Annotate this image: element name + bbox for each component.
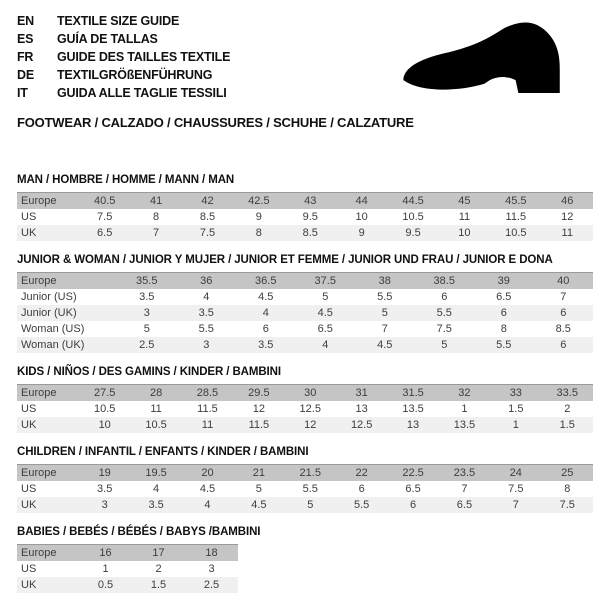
- row-label: Europe: [21, 547, 57, 559]
- size-cell: 19: [98, 467, 111, 479]
- size-cell: 18: [205, 547, 218, 559]
- size-cell: 9: [255, 211, 262, 223]
- table-row-babies-uk: [17, 577, 238, 593]
- size-table-babies: [17, 544, 238, 593]
- size-cell: 5: [441, 339, 448, 351]
- table-row-junior-woman-europe: [17, 273, 593, 290]
- category-line: FOOTWEAR / CALZADO / CHAUSSURES / SCHUHE / CALZATURE: [17, 115, 414, 130]
- size-cell: 3: [208, 563, 215, 575]
- size-cell: 46: [561, 195, 574, 207]
- size-cell: 7.5: [436, 323, 452, 335]
- row-label: US: [21, 211, 37, 223]
- size-cell: 4.5: [317, 307, 333, 319]
- shoe-icon: [392, 12, 584, 104]
- size-cell: 9.5: [302, 211, 318, 223]
- size-table-junior-woman: [17, 272, 593, 353]
- row-label: US: [21, 563, 37, 575]
- table-row-man-uk: [17, 225, 593, 241]
- size-cell: 11: [561, 227, 573, 239]
- size-cell: 8.5: [555, 323, 571, 335]
- section-title-children: CHILDREN / INFANTIL / ENFANTS / KINDER / BAMBINI: [17, 446, 309, 458]
- size-cell: 39: [497, 275, 510, 287]
- size-cell: 2.5: [139, 339, 155, 351]
- table-row-kids-uk: [17, 417, 593, 433]
- size-cell: 13.5: [402, 403, 424, 415]
- row-label: UK: [21, 579, 37, 591]
- size-cell: 19.5: [145, 467, 167, 479]
- language-label: TEXTILE SIZE GUIDE: [57, 14, 180, 28]
- size-cell: 5: [307, 499, 314, 511]
- size-cell: 10.5: [402, 211, 424, 223]
- size-cell: 6.5: [97, 227, 113, 239]
- size-cell: 1: [461, 403, 468, 415]
- table-row-kids-europe: [17, 385, 593, 402]
- size-cell: 43: [304, 195, 317, 207]
- size-cell: 4.5: [199, 483, 216, 495]
- size-cell: 6.5: [317, 323, 333, 335]
- size-cell: 42.5: [248, 195, 270, 207]
- row-label: UK: [21, 419, 37, 431]
- size-table-children: [17, 464, 593, 513]
- size-cell: 5.5: [198, 323, 214, 335]
- language-label: GUIDA ALLE TAGLIE TESSILI: [57, 86, 227, 100]
- size-cell: 6: [409, 499, 417, 511]
- size-cell: 4: [203, 291, 210, 303]
- size-cell: 4.5: [258, 291, 274, 303]
- size-cell: 1.5: [559, 419, 575, 431]
- size-cell: 2: [564, 403, 571, 415]
- size-cell: 9: [358, 227, 365, 239]
- size-cell: 7: [560, 291, 567, 303]
- size-cell: 12: [252, 403, 265, 415]
- size-cell: 1.5: [508, 403, 524, 415]
- size-cell: 7.5: [508, 483, 524, 495]
- size-cell: 0.5: [97, 579, 114, 591]
- row-label: Europe: [21, 387, 57, 399]
- size-cell: 10.5: [505, 227, 527, 239]
- size-cell: 1: [102, 563, 109, 575]
- row-label: Europe: [21, 467, 57, 479]
- size-cell: 4: [322, 339, 329, 351]
- size-cell: 3: [101, 499, 108, 511]
- size-cell: 33: [509, 387, 522, 399]
- size-cell: 28: [149, 387, 163, 399]
- size-cell: 10: [458, 227, 471, 239]
- table-row-man-europe: [17, 193, 593, 210]
- row-label: Woman (UK): [21, 339, 85, 351]
- size-cell: 12.5: [299, 403, 321, 415]
- size-cell: 8.5: [302, 227, 318, 239]
- size-cell: 3.5: [148, 499, 164, 511]
- size-cell: 5: [381, 307, 388, 319]
- size-cell: 31: [355, 387, 368, 399]
- section-title-babies: BABIES / BEBÉS / BÉBÉS / BABYS /BAMBINI: [17, 526, 261, 538]
- language-code: IT: [17, 86, 28, 100]
- size-section-kids: [17, 366, 593, 433]
- size-cell: 38: [378, 275, 391, 287]
- size-cell: 6.5: [456, 499, 473, 511]
- size-cell: 12: [304, 419, 317, 431]
- size-cell: 2: [155, 563, 162, 575]
- row-label: Junior (UK): [21, 307, 77, 319]
- size-cell: 11: [458, 211, 471, 223]
- size-cell: 40: [557, 275, 570, 287]
- size-table-man: [17, 192, 593, 241]
- size-cell: 7: [381, 323, 388, 335]
- language-code: DE: [17, 68, 34, 82]
- size-cell: 6: [441, 291, 448, 303]
- size-cell: 17: [152, 547, 165, 559]
- size-cell: 5.5: [496, 339, 512, 351]
- table-row-babies-europe: [17, 545, 238, 562]
- size-cell: 8: [255, 227, 262, 239]
- size-cell: 41: [149, 195, 163, 207]
- size-cell: 12.5: [350, 419, 373, 431]
- size-cell: 37.5: [314, 275, 336, 287]
- table-row-babies-us: [17, 561, 238, 577]
- size-cell: 22: [355, 467, 368, 479]
- size-cell: 28.5: [196, 387, 219, 399]
- size-section-babies: [17, 526, 593, 593]
- size-cell: 1: [512, 419, 519, 431]
- size-cell: 3: [143, 307, 150, 319]
- size-cell: 8: [564, 483, 571, 495]
- size-cell: 5.5: [377, 291, 393, 303]
- size-cell: 6: [500, 307, 507, 319]
- size-cell: 42: [201, 195, 214, 207]
- size-cell: 21: [252, 467, 265, 479]
- size-cell: 38.5: [433, 275, 455, 287]
- language-label: TEXTILGRÖßENFÜHRUNG: [57, 68, 213, 82]
- size-cell: 10.5: [93, 403, 116, 415]
- row-label: US: [21, 403, 37, 415]
- size-cell: 12: [561, 211, 574, 223]
- table-row-children-us: [17, 481, 593, 497]
- row-label: US: [21, 483, 37, 495]
- size-cell: 27.5: [93, 387, 116, 399]
- size-cell: 3: [203, 339, 210, 351]
- size-cell: 6: [560, 339, 567, 351]
- size-cell: 3.5: [139, 291, 155, 303]
- size-cell: 3.5: [258, 339, 274, 351]
- size-cell: 4: [204, 499, 211, 511]
- size-cell: 4: [153, 483, 160, 495]
- size-cell: 31.5: [402, 387, 424, 399]
- table-row-junior-woman-woman-us: [17, 321, 593, 337]
- table-row-man-us: [17, 209, 593, 225]
- size-cell: 13: [355, 403, 368, 415]
- size-cell: 11.5: [197, 403, 218, 415]
- size-cell: 32: [458, 387, 471, 399]
- size-cell: 11.5: [248, 419, 270, 431]
- size-cell: 11: [201, 419, 214, 431]
- size-cell: 2.5: [203, 579, 220, 591]
- language-code: ES: [17, 32, 34, 46]
- size-cell: 16: [99, 547, 112, 559]
- size-cell: 5.5: [354, 499, 370, 511]
- size-cell: 11.5: [505, 211, 527, 223]
- size-cell: 7: [461, 483, 468, 495]
- size-cell: 4.5: [251, 499, 267, 511]
- size-cell: 7.5: [559, 499, 575, 511]
- size-cell: 5.5: [302, 483, 318, 495]
- size-cell: 4.5: [377, 339, 393, 351]
- size-section-junior-woman: [17, 254, 593, 353]
- size-cell: 7.5: [199, 227, 216, 239]
- size-cell: 6: [560, 307, 567, 319]
- size-cell: 23.5: [453, 467, 476, 479]
- row-label: Junior (US): [21, 291, 77, 303]
- language-code: EN: [17, 14, 34, 28]
- size-cell: 33.5: [556, 387, 578, 399]
- size-cell: 45.5: [505, 195, 527, 207]
- table-row-children-europe: [17, 465, 593, 482]
- size-cell: 1.5: [150, 579, 167, 591]
- size-cell: 24: [509, 467, 522, 479]
- row-label: UK: [21, 227, 37, 239]
- size-cell: 35.5: [136, 275, 158, 287]
- size-cell: 20: [201, 467, 214, 479]
- size-cell: 5.5: [436, 307, 452, 319]
- language-label: GUÍA DE TALLAS: [57, 32, 158, 46]
- size-cell: 13.5: [453, 419, 476, 431]
- size-cell: 44.5: [402, 195, 424, 207]
- size-cell: 8: [500, 323, 507, 335]
- table-row-children-uk: [17, 497, 593, 513]
- size-cell: 30: [304, 387, 317, 399]
- size-cell: 10.5: [145, 419, 167, 431]
- size-table-kids: [17, 384, 593, 433]
- size-cell: 6.5: [496, 291, 512, 303]
- table-row-kids-us: [17, 401, 593, 417]
- size-cell: 10: [98, 419, 111, 431]
- size-cell: 22.5: [402, 467, 424, 479]
- size-section-man: [17, 174, 593, 241]
- size-cell: 3.5: [198, 307, 214, 319]
- size-cell: 4: [262, 307, 269, 319]
- language-label: GUIDE DES TAILLES TEXTILE: [57, 50, 231, 64]
- size-cell: 7.5: [97, 211, 113, 223]
- section-title-kids: KIDS / NIÑOS / DES GAMINS / KINDER / BAMBINI: [17, 366, 281, 378]
- size-cell: 45: [458, 195, 471, 207]
- table-row-junior-woman-junior-us: [17, 289, 593, 305]
- size-cell: 21.5: [299, 467, 321, 479]
- size-cell: 36: [200, 275, 213, 287]
- row-label: Woman (US): [21, 323, 85, 335]
- table-row-junior-woman-junior-uk: [17, 305, 593, 321]
- size-cell: 11: [150, 403, 162, 415]
- size-cell: 36.5: [255, 275, 277, 287]
- size-cell: 40.5: [93, 195, 116, 207]
- size-cell: 29.5: [248, 387, 270, 399]
- size-cell: 5: [143, 323, 150, 335]
- size-cell: 25: [561, 467, 574, 479]
- size-cell: 8: [153, 211, 160, 223]
- size-cell: 10: [355, 211, 368, 223]
- row-label: Europe: [21, 195, 57, 207]
- row-label: UK: [21, 499, 37, 511]
- table-row-junior-woman-woman-uk: [17, 337, 593, 353]
- section-title-man: MAN / HOMBRE / HOMME / MANN / MAN: [17, 174, 235, 186]
- size-cell: 5: [322, 291, 329, 303]
- size-cell: 7: [512, 499, 519, 511]
- size-cell: 13: [406, 419, 420, 431]
- size-cell: 9.5: [405, 227, 421, 239]
- size-cell: 3.5: [97, 483, 113, 495]
- size-cell: 7: [153, 227, 160, 239]
- section-title-junior-woman: JUNIOR & WOMAN / JUNIOR Y MUJER / JUNIOR ET FEMME / JUNIOR UND FRAU / JUNIOR E DONA: [17, 254, 553, 266]
- size-cell: 8.5: [199, 211, 216, 223]
- size-cell: 6: [262, 323, 269, 335]
- size-cell: 5: [255, 483, 262, 495]
- size-cell: 44: [355, 195, 368, 207]
- row-label: Europe: [21, 275, 57, 287]
- size-tables: [17, 174, 593, 593]
- size-cell: 6: [358, 483, 365, 495]
- size-cell: 6.5: [405, 483, 421, 495]
- size-section-children: [17, 446, 593, 513]
- language-code: FR: [17, 50, 34, 64]
